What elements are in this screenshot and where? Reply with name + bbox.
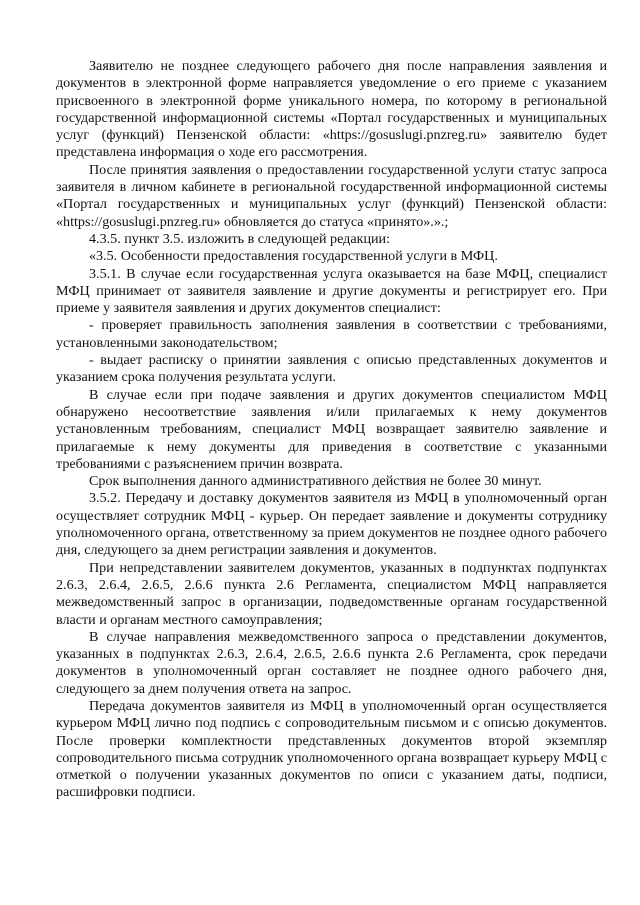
paragraph-receipt-item: - выдает расписку о принятии заявления с описью представленных документов и указанием срока получения результата услуги. — [56, 352, 607, 386]
paragraph-courier-transfer: Передача документов заявителя из МФЦ в уполномоченный орган осуществляется курьером МФЦ лично под подпись с сопроводительным письмом и с описью документов. После проверки комплектности представленных документов второй экземпляр сопроводительного письма сотрудник уполномоченного органа возвращает курьеру МФЦ с отметкой о получении указанных документов по описи с указанием даты, подписи, расшифровки подписи. — [56, 697, 607, 801]
paragraph-transfer-deadline: В случае направления межведомственного запроса о представлении документов, указанных в подпунктах 2.6.3, 2.6.4, 2.6.5, 2.6.6 пункта 2.6 Регламента, срок передачи документов в уполномоченный орган составляет не позднее одного рабочего дня, следующего за днем получения ответа на запрос. — [56, 628, 607, 697]
paragraph-notification: Заявителю не позднее следующего рабочего дня после направления заявления и документов в электронной форме направляется уведомление о его приеме с указанием присвоенного в электронной форме уникального номера, по которому в региональной государственной информационной системы «Портал государственных и муниципальных услуг (функций) Пензенской области: «https://gosuslugi.pnzreg.ru» заявителю будет представлена информация о ходе его рассмотрения. — [56, 58, 607, 161]
paragraph-check-item: - проверяет правильность заполнения заявления в соответствии с требованиями, установленными законодательством; — [56, 317, 607, 351]
paragraph-status-update: После принятия заявления о предоставлении государственной услуги статус запроса заявителя в личном кабинете в региональной государственной информационной системы «Портал государственных и муниципальных услуг (функций) Пензенской области: «https://gosuslugi.pnzreg.ru» обновляется до статуса «принято».».; — [56, 161, 607, 230]
paragraph-3-5-1: 3.5.1. В случае если государственная услуга оказывается на базе МФЦ, специалист МФЦ принимает от заявителя заявление и другие документы и регистрирует его. При приеме у заявителя заявления и других документов специалист: — [56, 265, 607, 317]
paragraph-3-5-2: 3.5.2. Передачу и доставку документов заявителя из МФЦ в уполномоченный орган осуществляет сотрудник МФЦ - курьер. Он передает заявление и документы сотруднику уполномоченного органа, ответственному за прием документов не позднее одного рабочего дня, следующего за днем регистрации заявления и документов. — [56, 490, 607, 559]
paragraph-return-documents: В случае если при подаче заявления и других документов специалистом МФЦ обнаружено несоответствие заявления и/или прилагаемых к нему документов установленным требованиям, специалист МФЦ возвращает заявителю заявление и прилагаемые к нему документы для приведения в соответствие с указанными требованиями с разъяснением причин возврата. — [56, 386, 607, 472]
paragraph-time-limit: Срок выполнения данного административного действия не более 30 минут. — [89, 473, 542, 490]
paragraph-section-3-5-heading: «3.5. Особенности предоставления государственной услуги в МФЦ. — [89, 248, 498, 265]
paragraph-interagency-request: При непредставлении заявителем документов, указанных в подпунктах подпунктах 2.6.3, 2.6.4, 2.6.5, 2.6.6 пункта 2.6 Регламента, специалистом МФЦ направляется межведомственный запрос в организации, подведомственные органам государственной власти и органам местного самоуправления; — [56, 559, 607, 628]
paragraph-amendment-4-3-5: 4.3.5. пункт 3.5. изложить в следующей редакции: — [89, 230, 390, 247]
